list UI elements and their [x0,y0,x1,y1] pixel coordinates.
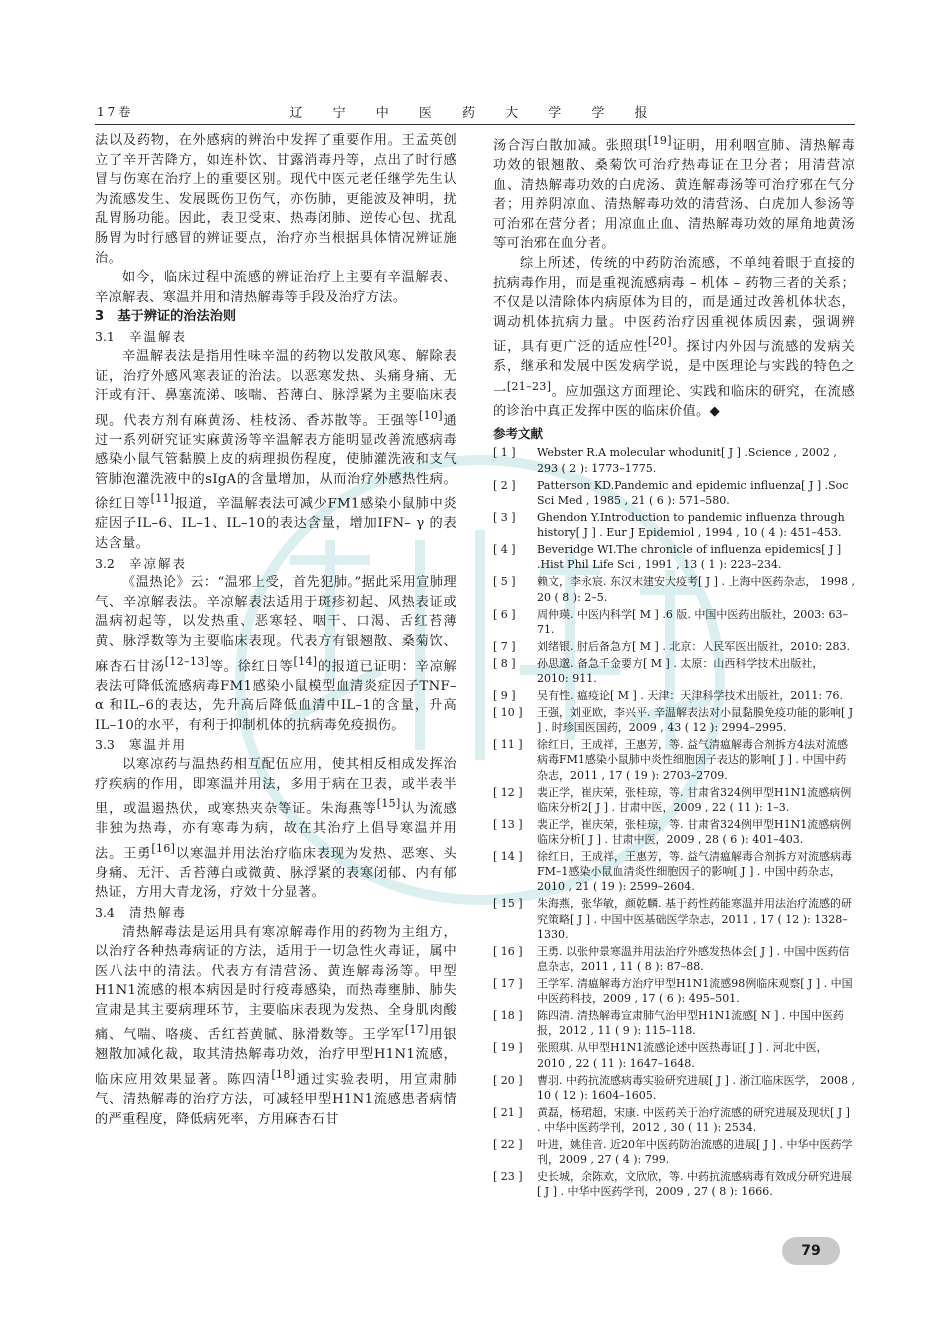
continued-paragraph [493,131,855,254]
left-column [95,131,457,1129]
reference-item [493,849,855,895]
reference-text: 曹羽. 中药抗流感病毒实验研究进展[ J ] . 浙江临床医学， 2008 , 10 ( 12 ): 1604–1605. [537,1073,855,1102]
reference-text: Ghendon Y.Introduction to pandemic influenza through history[ J ] . Eur J Epidemiol , 1994 , 10 ( 4 ): 451–453. [537,510,845,540]
subsection-title: 清热解毒 [129,904,188,920]
reference-number: [ 22 ] [493,1137,523,1151]
subsection-number: 3.2 [95,555,115,571]
reference-number: [ 15 ] [493,897,523,911]
reference-number: [ 9 ] [493,688,516,702]
section-3-heading: 3 基于辨证的治法治则 [95,309,237,325]
reference-item [493,1137,855,1167]
reference-item [493,896,855,942]
citation: [12–13] [164,654,210,668]
reference-text: 张照琪. 从甲型H1N1流感论述中医热毒证[ J ] . 河北中医， 2010 , 22 ( 11 ): 1647–1648. [537,1041,828,1070]
conclusion-paragraph [493,254,855,422]
reference-text: 王勇. 以张仲景寒温并用法治疗外感发热体会[ J ] . 中国中医药信息杂志，2011 , 11 ( 8 ): 87–88. [537,944,850,973]
reference-item [493,574,855,604]
reference-list [493,445,855,1199]
reference-number: [ 13 ] [493,817,523,831]
text-run: 汤合泻白散加减。张照琪 [493,138,648,154]
reference-number: [ 20 ] [493,1073,523,1087]
reference-text: 裴正学，崔庆荣，张桂琼，等. 甘肃省324例甲型H1N1流感病例临床分析2[ J ] . 甘肃中医，2009 , 22 ( 11 ): 1–3. [537,785,852,814]
reference-text: Beveridge WI.The chronicle of influenza epidemics[ J ] .Hist Phil Life Sci , 1991 , 13 ( 1 ): 223–234. [537,543,842,572]
subsection-title: 辛凉解表 [129,555,188,571]
paragraph-3-1 [95,347,457,554]
reference-text: 黄磊，杨珺超，宋康. 中医药关于治疗流感的研究进展及现状[ J ] . 中华中医药学刊，2012 , 30 ( 11 ): 2534. [537,1105,850,1134]
paragraph-3-4 [95,923,457,1130]
reference-item [493,705,855,735]
text-run: 辛温解表法是指用性味辛温的药物以发散风寒、解除表证，治疗外感风寒表证的治法。以恶寒发热、头痛身痛、无汗或有汗、鼻塞流涕、咳喘、苔薄白、脉浮紧为主要临床表现。代表方剂有麻黄汤、桂枝汤、香苏散等。王强等 [95,348,457,429]
reference-item [493,639,855,654]
reference-text: 徐红日，王成祥，王惠芳，等. 益气清瘟解毒合剂拆方对流感病毒FM–1感染小鼠血清炎性细胞因子的影响[ J ] . 中国中药杂志，2010 , 21 ( 19 ): 2599–2604. [537,849,852,894]
subsection-3-2-heading [95,554,457,574]
citation: [14] [293,654,318,668]
subsection-number: 3.3 [95,737,115,753]
reference-number: [ 8 ] [493,656,516,670]
text-run: 《温热论》云：“温邪上受，首先犯肺。”据此采用宣肺理气、辛凉解表法。辛凉解表法适用于斑疹初起、风热表证或温病初起等，以发热重、恶寒轻、咽干、口渴、舌红苔薄黄、脉浮数等为主要临床表现。代表方有银翘散、桑菊饮、麻杏石甘汤 [95,575,457,675]
text-run: 综上所述，传统的中药防治流感，不单纯着眼于直接的抗病毒作用，而是重视流感病毒 – 机体 – 药物三者的关系；不仅是以清除体内病原体为目的，而是通过改善机体状态，调动机体抗病力量。中医药治疗因重视体质因素，强调辨证，具有更广泛的适应性 [493,255,855,355]
reference-text: 王学军. 清瘟解毒方治疗甲型H1N1流感98例临床观察[ J ] . 中国中医药科技，2009 , 17 ( 6 ): 495–501. [537,976,853,1006]
reference-item [493,737,855,783]
citation: [18] [271,1068,296,1082]
reference-number: [ 11 ] [493,738,523,752]
reference-number: [ 18 ] [493,1009,523,1023]
volume-label: 17卷 [97,105,134,119]
text-run: 通过实验表明，用宣肃肺气、清热解毒的治疗方法，可减轻甲型H1N1流感患者病情的严重程度，降低病死率，方用麻杏石甘 [95,1072,457,1127]
paragraph-3-3 [95,755,457,903]
reference-item [493,1040,855,1070]
text-run: 认为流感非独为热毒，亦有寒毒为病，故在其治疗上倡导寒温并用法。王勇 [95,801,458,862]
text-run: 以寒凉药与温热药相互配伍应用，使其相反相成发挥治疗疾病的作用，即寒温并用法，多用于病在卫表，或半表半里，或温遏热伏，或寒热夹杂等证。朱海燕等 [95,756,457,817]
text-run: 证明，用利咽宣肺、清热解毒功效的银翘散、桑菊饮可治疗热毒证在卫分者；用清营凉血、清热解毒功效的白虎汤、黄连解毒汤等可治疗邪在气分者；用养阴凉血、清热解毒功效的清营汤、白虎加人参汤等可治邪在营分者；用凉血止血、清热解毒功效的犀角地黄汤等可治邪在血分者。 [493,138,855,252]
reference-item [493,1008,855,1038]
reference-text: 陈四清. 清热解毒宣肃肺气治甲型H1N1流感[ N ] . 中国中医药报，2012 , 11 ( 9 ): 115–118. [537,1009,844,1038]
citation: [10] [418,408,443,422]
reference-text: 徐红日，王成祥，王惠芳，等. 益气清瘟解毒合剂拆方4法对流感病毒FM1感染小鼠肺中炎性细胞因子表达的影响[ J ] . 中国中药杂志，2011 , 17 ( 19 ): 2703–2709. [537,738,848,782]
right-column [493,131,855,1201]
intro-paragraph-2: 如今，临床过程中流感的辨证治疗上主要有辛温解表、辛凉解表、寒温并用和清热解毒等手段及治疗方法。 [95,270,457,305]
subsection-3-1-heading [95,327,457,347]
subsection-title: 寒温并用 [129,737,188,753]
subsection-number: 3.1 [95,329,115,345]
reference-text: 周仲瑛. 中医内科学[ M ] .6 版. 中国中医药出版社，2003: 63–71. [537,607,849,636]
reference-number: [ 14 ] [493,849,523,863]
reference-number: [ 5 ] [493,575,516,589]
citation: [11] [150,492,175,506]
reference-number: [ 4 ] [493,543,516,557]
reference-text: Webster R.A molecular whodunit[ J ] .Science , 2002 , 293 ( 2 ): 1773–1775. [537,446,837,475]
reference-number: [ 10 ] [493,705,523,719]
reference-text: 朱海燕，张华敏，颜乾麟. 基于药性药能寒温并用法治疗流感的研究策略[ J ] . 中国中医基础医学杂志，2011 , 17 ( 12 ): 1328–1330. [537,897,852,941]
reference-text: 赖文，李永宸. 东汉末建安大疫考[ J ] . 上海中医药杂志， 1998 , 20 ( 8 ): 2–5. [537,575,855,604]
reference-number: [ 3 ] [493,510,516,524]
reference-item [493,656,855,686]
text-run: 通过一系列研究证实麻黄汤等辛温解表方能明显改善流感病毒感染小鼠气管黏膜上皮的病理损伤程度，使肺灌洗液和支气管肺泡灌洗液中的sIgA的含量增加，从而治疗外感热性病。徐红日等 [95,413,457,512]
subsection-number: 3.4 [95,904,115,920]
intro-paragraph-1: 法以及药物，在外感病的辨治中发挥了重要作用。王孟英创立了辛开苦降方，如连朴饮、甘露消毒丹等，点出了时行感冒与伤寒在治疗上的重要区别。现代中医元老任继学先生认为流感发生、发展既伤卫伤气，亦伤肺，更能波及神明，扰乱胃肠功能。因此，表卫受束、热毒闭肺、逆传心包、扰乱肠胃为时行感冒的辨证要点，治疗亦当根据具体情况辨证施治。 [95,133,457,266]
reference-number: [ 7 ] [493,639,516,653]
citation: [21–23] [506,379,552,393]
page-number-badge: 79 [782,1237,840,1265]
reference-item [493,478,855,508]
paragraph-3-2 [95,573,457,735]
text-run: 。探讨内外因与流感的发病关系，继承和发展中医发病学说，是中医理论与实践的特色之一 [493,339,855,400]
subsection-3-4-heading [95,903,457,923]
reference-item [493,976,855,1006]
citation: [19] [647,134,672,147]
reference-number: [ 17 ] [493,976,523,990]
reference-text: 吴有性. 瘟疫论[ M ] . 天津：天津科学技术出版社，2011: 76. [537,688,844,702]
citation: [17] [404,1023,429,1037]
reference-number: [ 6 ] [493,607,516,621]
citation: [20] [647,335,672,349]
reference-item [493,445,855,475]
citation: [15] [376,797,401,811]
reference-text: 孙思邈. 备急千金要方[ M ] . 太原：山西科学技术出版社， 2010: 911. [537,656,824,685]
reference-item [493,1169,855,1199]
reference-number: [ 19 ] [493,1041,523,1055]
reference-number: [ 12 ] [493,785,523,799]
reference-item [493,817,855,847]
reference-number: [ 21 ] [493,1105,523,1119]
reference-item [493,785,855,815]
text-run: 清热解毒法是运用具有寒凉解毒作用的药物为主组方，以治疗各种热毒病证的方法，适用于一切急性火毒证，属中医八法中的清法。代表方有清营汤、黄连解毒汤等。甲型H1N1流感的根本病因是时行疫毒感染，而热毒壅肺、肺失宣肃是其主要病理环节，主要临床表现为发热、全身肌肉酸痛、气喘、咯痰、舌红苔黄腻、脉滑数等。王学军 [95,924,457,1043]
reference-item [493,1073,855,1103]
journal-title: 辽 宁 中 医 药 大 学 学 报 [289,106,661,121]
header-rule [95,124,855,125]
reference-item [493,542,855,572]
running-header [95,100,855,120]
reference-item [493,607,855,637]
text-run: 报道，辛温解表法可减少FM1感染小鼠肺中炎症因子IL–6、IL–1、IL–10的表达含量，增加IFN– γ 的表达含量。 [95,496,457,552]
text-run: 用银翘散加减化裁，取其清热解毒功效，治疗甲型H1N1流感，临床应用效果显著。陈四清 [95,1027,457,1088]
reference-text: 史长城，余陈欢，文欣欣，等. 中药抗流感病毒有效成分研究进展[ J ] . 中华中医药学刊，2009 , 27 ( 8 ): 1666. [537,1170,852,1199]
text-run: 等。徐红日等 [209,659,294,675]
reference-number: [ 23 ] [493,1170,523,1184]
subsection-3-3-heading [95,735,457,755]
reference-item [493,510,855,540]
reference-item [493,944,855,974]
reference-text: 叶进，姚佳音. 近20年中医药防治流感的进展[ J ] . 中华中医药学刊，2009 , 27 ( 4 ): 799. [537,1137,853,1167]
reference-text: 王强，刘亚欧，李兴平. 辛温解表法对小鼠黏膜免疫功能的影响[ J ] . 时珍国医国药，2009 , 43 ( 12 ): 2994–2995. [537,705,854,735]
text-run: 。应加强这方面理论、实践和临床的研究，在流感的诊治中真正发挥中医的临床价值。◆ [493,384,855,419]
reference-number: [ 1 ] [493,446,516,460]
reference-item [493,688,855,703]
text-run: 的报道已证明：辛凉解表法可降低流感病毒FM1感染小鼠模型血清炎症因子TNF– α 和IL–6的表达，先升高后降低血清中IL–1的含量，升高IL–10的水平，有利于抑制机体的抗病毒免疫损伤。 [95,659,458,733]
citation: [16] [151,841,176,855]
reference-number: [ 16 ] [493,944,523,958]
text-run: 以寒温并用法治疗临床表现为发热、恶寒、头身痛、无汗、舌苔薄白或微黄、脉浮紧的表寒闭郁、内有郁热证，方用大青龙汤，疗效十分显著。 [95,846,458,901]
reference-text: 裴正学，崔庆荣，张桂琼，等. 甘肃省324例甲型H1N1流感病例临床分析[ J ] . 甘肃中医，2009 , 28 ( 6 ): 401–403. [537,817,852,846]
references-heading: 参考文献 [493,426,544,442]
subsection-title: 辛温解表 [129,329,188,345]
reference-item [493,1105,855,1135]
reference-number: [ 2 ] [493,478,516,492]
reference-text: Patterson KD.Pandemic and epidemic influenza[ J ] .Soc Sci Med , 1985 , 21 ( 6 ): 571–580. [537,478,849,507]
reference-text: 刘绪银. 肘后备急方[ M ] . 北京：人民军医出版社，2010: 283. [537,639,851,653]
